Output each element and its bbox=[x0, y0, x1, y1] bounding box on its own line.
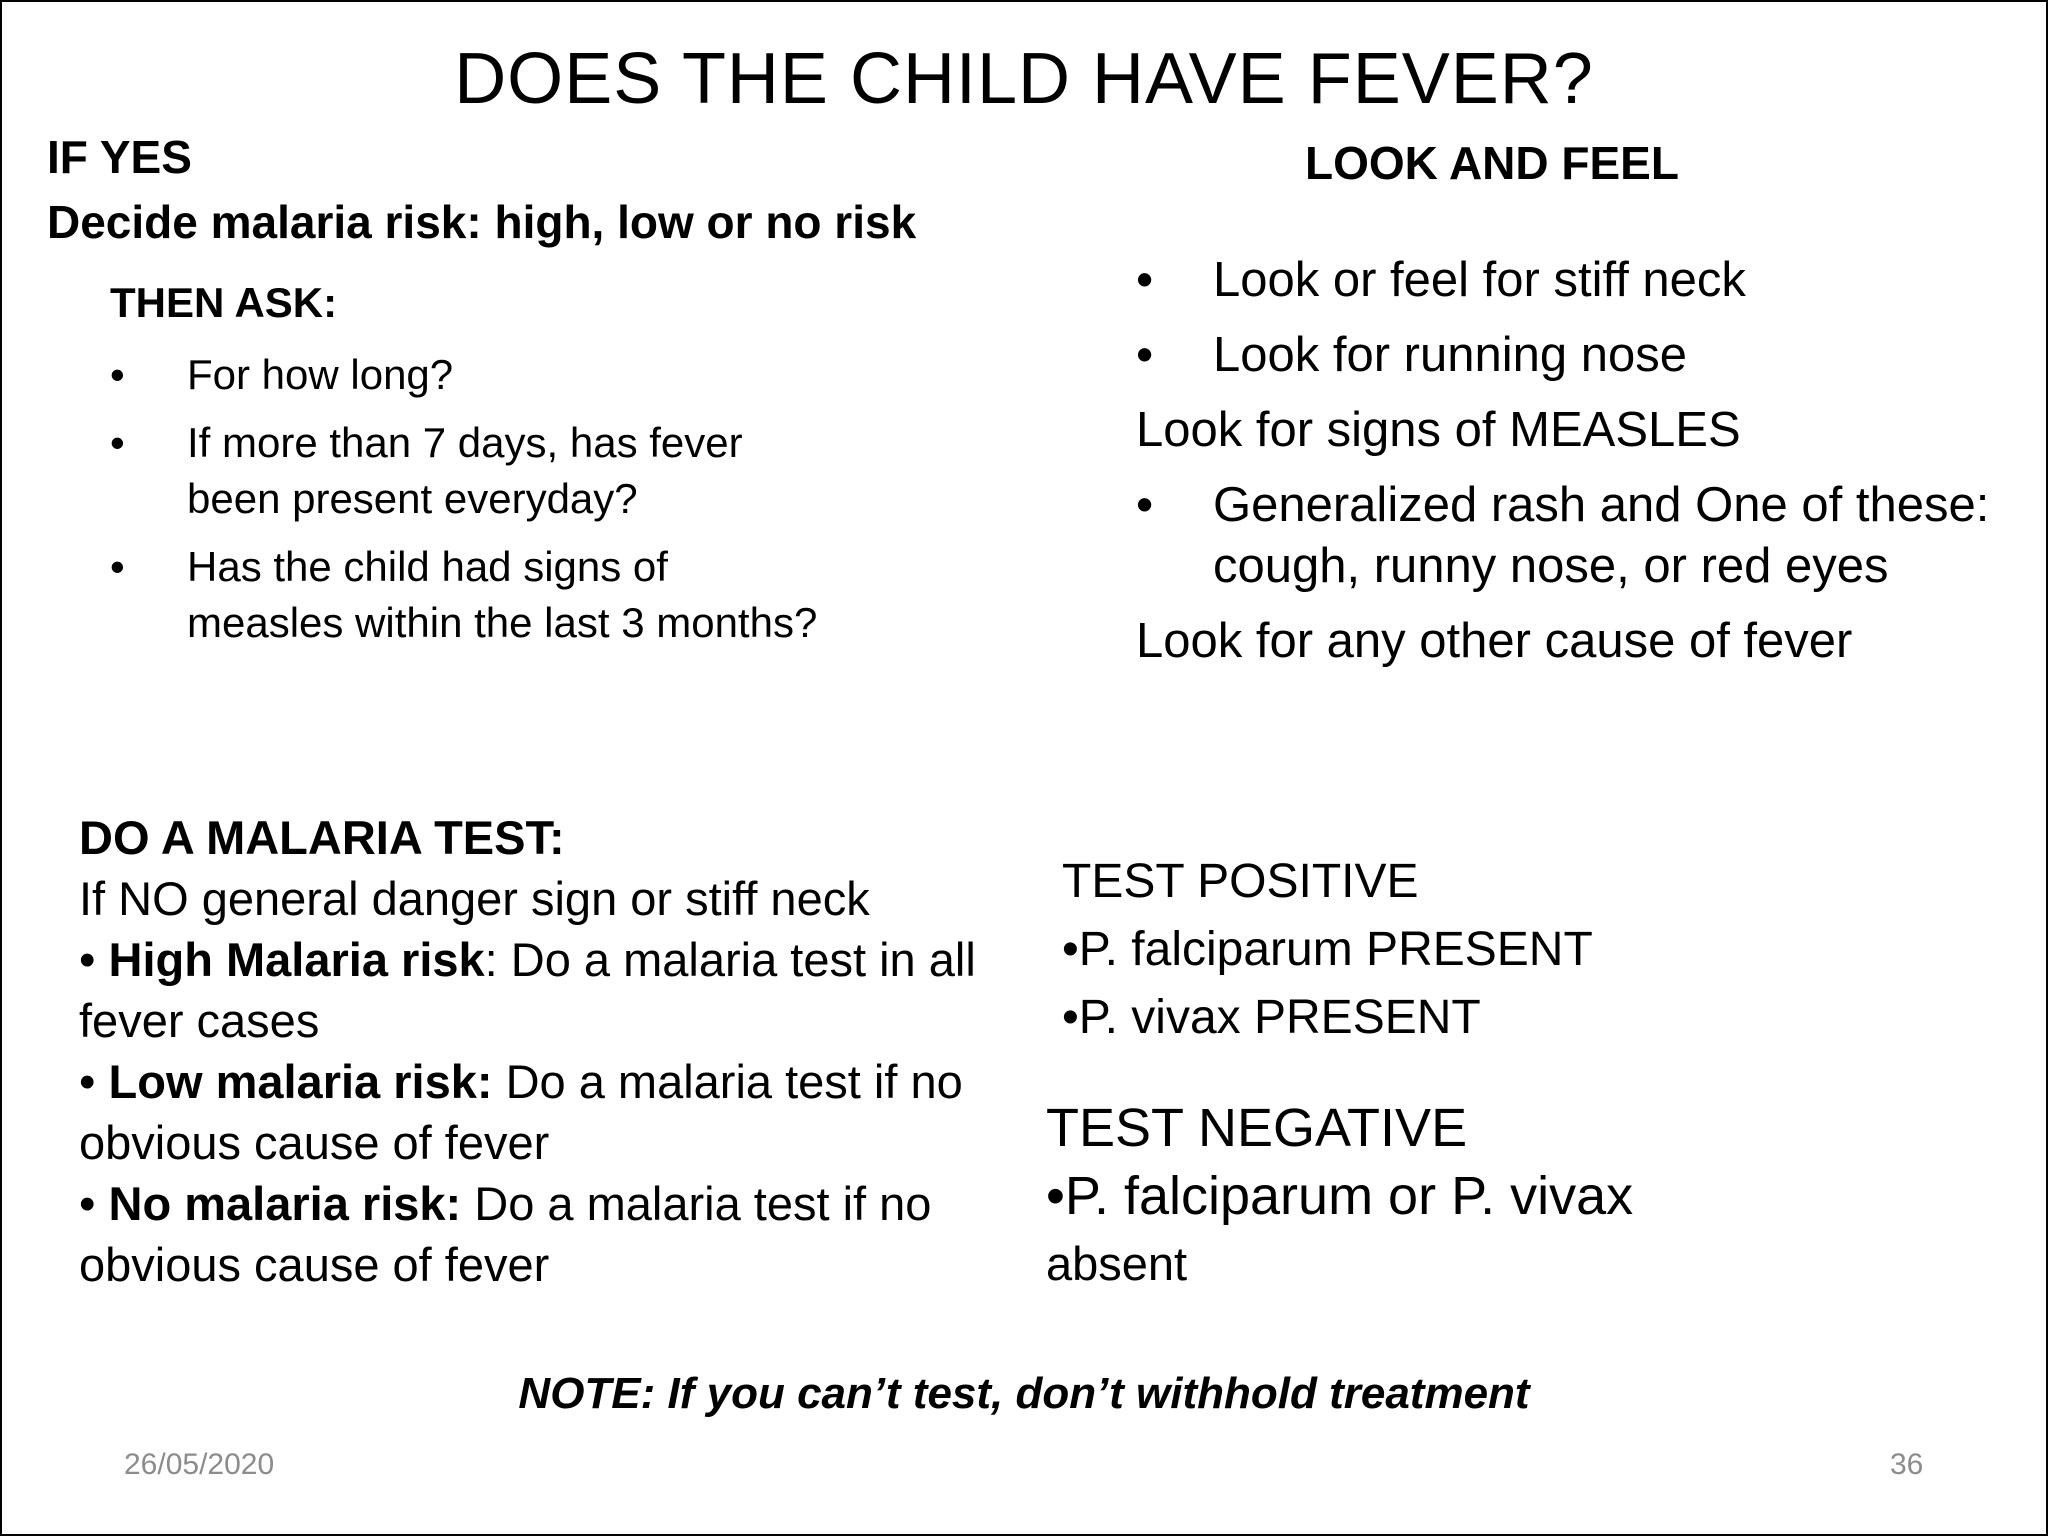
bullet-icon: • bbox=[79, 1177, 96, 1230]
bullet-icon: • bbox=[110, 351, 125, 398]
decide-risk-line: Decide malaria risk: high, low or no risk bbox=[47, 196, 917, 248]
measles-list bbox=[1136, 475, 2016, 597]
risk-level-label: High Malaria risk bbox=[108, 933, 485, 986]
look-item-text: Look for running nose bbox=[1213, 328, 1687, 382]
risk-instruction: Do a malaria test if no obvious cause of fever bbox=[79, 1055, 963, 1169]
question-text: Has the child had signs of measles within the last 3 months? bbox=[187, 543, 818, 646]
list-item bbox=[1136, 325, 2016, 386]
bullet-icon: • bbox=[110, 419, 125, 466]
risk-level-label: No malaria risk: bbox=[108, 1177, 462, 1230]
risk-instruction: Do a malaria test if no obvious cause of fever bbox=[79, 1177, 932, 1291]
other-cause-line: Look for any other cause of fever bbox=[1136, 614, 1853, 668]
test-positive-item: •P. falciparum PRESENT bbox=[1062, 923, 1593, 976]
question-text: If more than 7 days, has fever been present everyday? bbox=[187, 419, 743, 522]
test-positive-item: •P. vivax PRESENT bbox=[1062, 991, 1481, 1044]
list-item bbox=[110, 347, 990, 403]
malaria-test-condition: If NO general danger sign or stiff neck bbox=[79, 872, 870, 925]
malaria-test-heading: DO A MALARIA TEST: bbox=[79, 811, 565, 864]
bullet-icon: • bbox=[79, 933, 96, 986]
list-item bbox=[110, 415, 827, 527]
list-item bbox=[110, 539, 827, 651]
malaria-test-block bbox=[79, 807, 1019, 1295]
risk-level-label: Low malaria risk: bbox=[108, 1055, 493, 1108]
risk-instruction: : Do a malaria test in all fever cases bbox=[79, 933, 976, 1047]
footer-date: 26/05/2020 bbox=[124, 1448, 275, 1481]
ask-questions-list bbox=[110, 347, 990, 663]
test-negative-line: absent bbox=[1046, 1237, 1188, 1290]
risk-item bbox=[79, 1051, 1009, 1173]
measles-sign-text: Generalized rash and One of these: cough, runny nose, or red eyes bbox=[1213, 478, 1990, 593]
test-positive-block bbox=[1062, 848, 1593, 1052]
risk-item bbox=[79, 1173, 979, 1295]
bullet-icon: • bbox=[1136, 328, 1154, 382]
test-negative-block bbox=[1046, 1094, 1633, 1298]
look-and-feel-heading: LOOK AND FEEL bbox=[1305, 137, 1679, 189]
then-ask-label: THEN ASK: bbox=[110, 279, 338, 326]
if-yes-label: IF YES bbox=[47, 131, 192, 183]
list-item bbox=[1136, 475, 1993, 597]
bullet-icon: • bbox=[1136, 478, 1154, 532]
measles-line: Look for signs of MEASLES bbox=[1136, 403, 1741, 457]
bullet-icon: • bbox=[110, 543, 125, 590]
note-text: NOTE: If you can’t test, don’t withhold treatment bbox=[518, 1369, 1530, 1418]
slide-title: DOES THE CHILD HAVE FEVER? bbox=[454, 39, 1594, 119]
look-item-text: Look or feel for stiff neck bbox=[1213, 253, 1746, 307]
test-positive-heading: TEST POSITIVE bbox=[1062, 855, 1419, 908]
test-negative-heading: TEST NEGATIVE bbox=[1046, 1098, 1468, 1158]
bullet-icon: • bbox=[79, 1055, 96, 1108]
look-list bbox=[1136, 250, 2016, 386]
bullet-icon: • bbox=[1136, 253, 1154, 307]
list-item bbox=[1136, 250, 2016, 311]
question-text: For how long? bbox=[187, 351, 454, 398]
page-number: 36 bbox=[1890, 1448, 1924, 1481]
risk-item bbox=[79, 929, 1009, 1051]
test-negative-line: •P. falciparum or P. vivax bbox=[1046, 1166, 1634, 1226]
look-and-feel-block bbox=[1136, 250, 2016, 686]
